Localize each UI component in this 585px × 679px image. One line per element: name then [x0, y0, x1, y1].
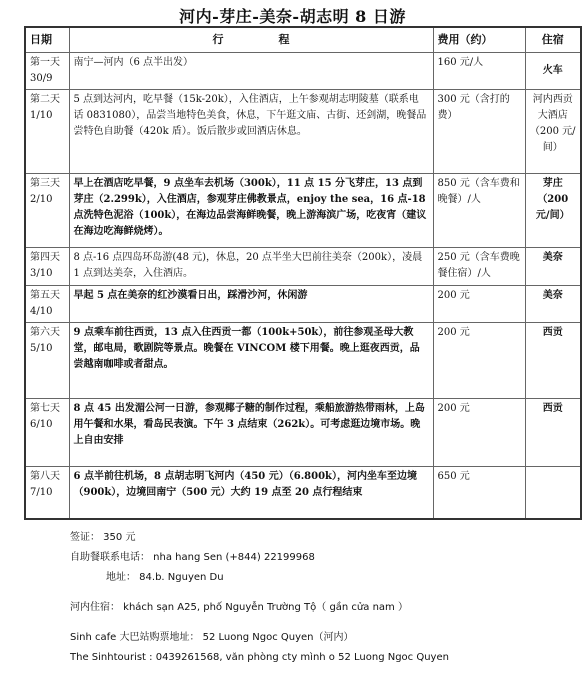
plan-cell: 南宁—河内（6 点半出发） — [69, 53, 433, 90]
buffet-address-note: 地址： 84.b. Nguyen Du — [106, 572, 224, 583]
stay-cell: 西贡 — [525, 399, 581, 467]
cost-cell: 200 元 — [433, 323, 525, 399]
table-row — [25, 323, 581, 399]
plan-cell: 6 点半前往机场，8 点胡志明飞河内（450 元）（6.800k），河内坐车至边境（900k），边境回南宁（500 元）大约 19 点至 20 点行程结束 — [69, 467, 433, 519]
day-date: 4/10 — [30, 306, 53, 317]
plan-cell: 8 点-16 点四岛环岛游(48 元)，休息，20 点半坐大巴前往美奈（200k），凌晨 1 点到达美奈，入住酒店。 — [69, 248, 433, 286]
header-plan: 行 程 — [69, 27, 433, 53]
table-row — [25, 286, 581, 323]
day-label: 第一天 — [30, 57, 60, 68]
day-label: 第七天 — [30, 403, 60, 414]
day-date: 5/10 — [30, 343, 53, 354]
day-label: 第五天 — [30, 290, 60, 301]
cost-cell: 300 元（含打的费） — [433, 90, 525, 174]
sinh-cafe-note: Sinh cafe 大巴站购票地址： 52 Luong Ngoc Quyen（河内） — [70, 632, 354, 643]
plan-cell: 5 点到达河内，吃早餐（15k-20k），入住酒店，上午参观胡志明陵墓（联系电话 0831080），品尝当地特色美食，休息，下午逛文庙、古街、还剑湖，晚餐品尝特色自助餐（420k 盾）。饭后散步或回酒店休息。 — [69, 90, 433, 174]
visa-note: 签证： 350 元 — [70, 532, 136, 543]
hanoi-stay-note: 河内住宿： khách sạn A25, phố Nguyễn Trường Tộ（ gần cửa nam ） — [70, 602, 408, 613]
notes-section — [70, 528, 449, 668]
day-cell — [25, 174, 69, 248]
header-day: 日期 — [25, 27, 69, 53]
plan-cell: 早上在酒店吃早餐，9 点坐车去机场（300k），11 点 15 分飞芽庄，13 点到芽庄（2.299k），入住酒店，参观芽庄佛教景点，enjoy the sea，16 点-18 点洗特色泥浴（100k），在海边品尝海鲜晚餐，晚上游海滨广场，吃夜宵（建议在海边吃海鲜烧烤）。 — [69, 174, 433, 248]
table-row — [25, 248, 581, 286]
stay-cell: 美奈 — [525, 286, 581, 323]
stay-cell: 美奈 — [525, 248, 581, 286]
day-cell — [25, 323, 69, 399]
header-cost: 费用（约） — [433, 27, 525, 53]
day-date: 2/10 — [30, 194, 53, 205]
table-row — [25, 174, 581, 248]
day-label: 第三天 — [30, 178, 60, 189]
stay-cell: 西贡 — [525, 323, 581, 399]
plan-cell: 8 点 45 出发湄公河一日游，参观椰子糖的制作过程，乘船旅游热带雨林，上岛用午餐和水果，看岛民表演。下午 3 点结束（262k）。可考虑逛边境市场。晚上自由安排 — [69, 399, 433, 467]
day-cell — [25, 248, 69, 286]
table-row — [25, 399, 581, 467]
day-date: 1/10 — [30, 110, 53, 121]
day-cell — [25, 90, 69, 174]
day-label: 第四天 — [30, 252, 60, 263]
stay-cell: 芽庄（200 元/间） — [525, 174, 581, 248]
cost-cell: 650 元 — [433, 467, 525, 519]
day-date: 6/10 — [30, 419, 53, 430]
day-label: 第八天 — [30, 471, 60, 482]
cost-cell: 200 元 — [433, 399, 525, 467]
day-cell — [25, 53, 69, 90]
buffet-phone-note: 自助餐联系电话： nha hang Sen (+844) 22199968 — [70, 552, 315, 563]
day-date: 30/9 — [30, 73, 53, 84]
spacer — [70, 588, 449, 598]
day-cell — [25, 467, 69, 519]
day-cell — [25, 399, 69, 467]
day-date: 7/10 — [30, 487, 53, 498]
header-stay: 住宿 — [525, 27, 581, 53]
stay-cell: 火车 — [525, 53, 581, 90]
cost-cell: 250 元（含车费晚餐住宿）/人 — [433, 248, 525, 286]
cost-cell: 200 元 — [433, 286, 525, 323]
stay-cell — [525, 467, 581, 519]
sinhtourist-note: The Sinhtourist : 0439261568, văn phòng cty mình o 52 Luong Ngoc Quyen — [70, 652, 449, 663]
day-label: 第二天 — [30, 94, 60, 105]
spacer — [70, 618, 449, 628]
table-row — [25, 467, 581, 519]
table-row — [25, 90, 581, 174]
plan-cell: 9 点乘车前往西贡，13 点入住西贡一都（100k+50k），前往参观圣母大教堂，邮电局，歌剧院等景点。晚餐在 VINCOM 楼下用餐。晚上逛夜西贡，品尝越南咖啡或者甜点。 — [69, 323, 433, 399]
day-cell — [25, 286, 69, 323]
day-date: 3/10 — [30, 268, 53, 279]
cost-cell: 160 元/人 — [433, 53, 525, 90]
table-header-row — [25, 27, 581, 53]
cost-cell: 850 元（含车费和晚餐）/人 — [433, 174, 525, 248]
page-title: 河内-芽庄-美奈-胡志明 8 日游 — [179, 7, 406, 26]
stay-cell: 河内西贡大酒店（200 元/间） — [525, 90, 581, 174]
itinerary-table — [24, 26, 582, 520]
plan-cell: 早起 5 点在美奈的红沙漠看日出，踩滑沙河，休闲游 — [69, 286, 433, 323]
day-label: 第六天 — [30, 327, 60, 338]
table-row — [25, 53, 581, 90]
